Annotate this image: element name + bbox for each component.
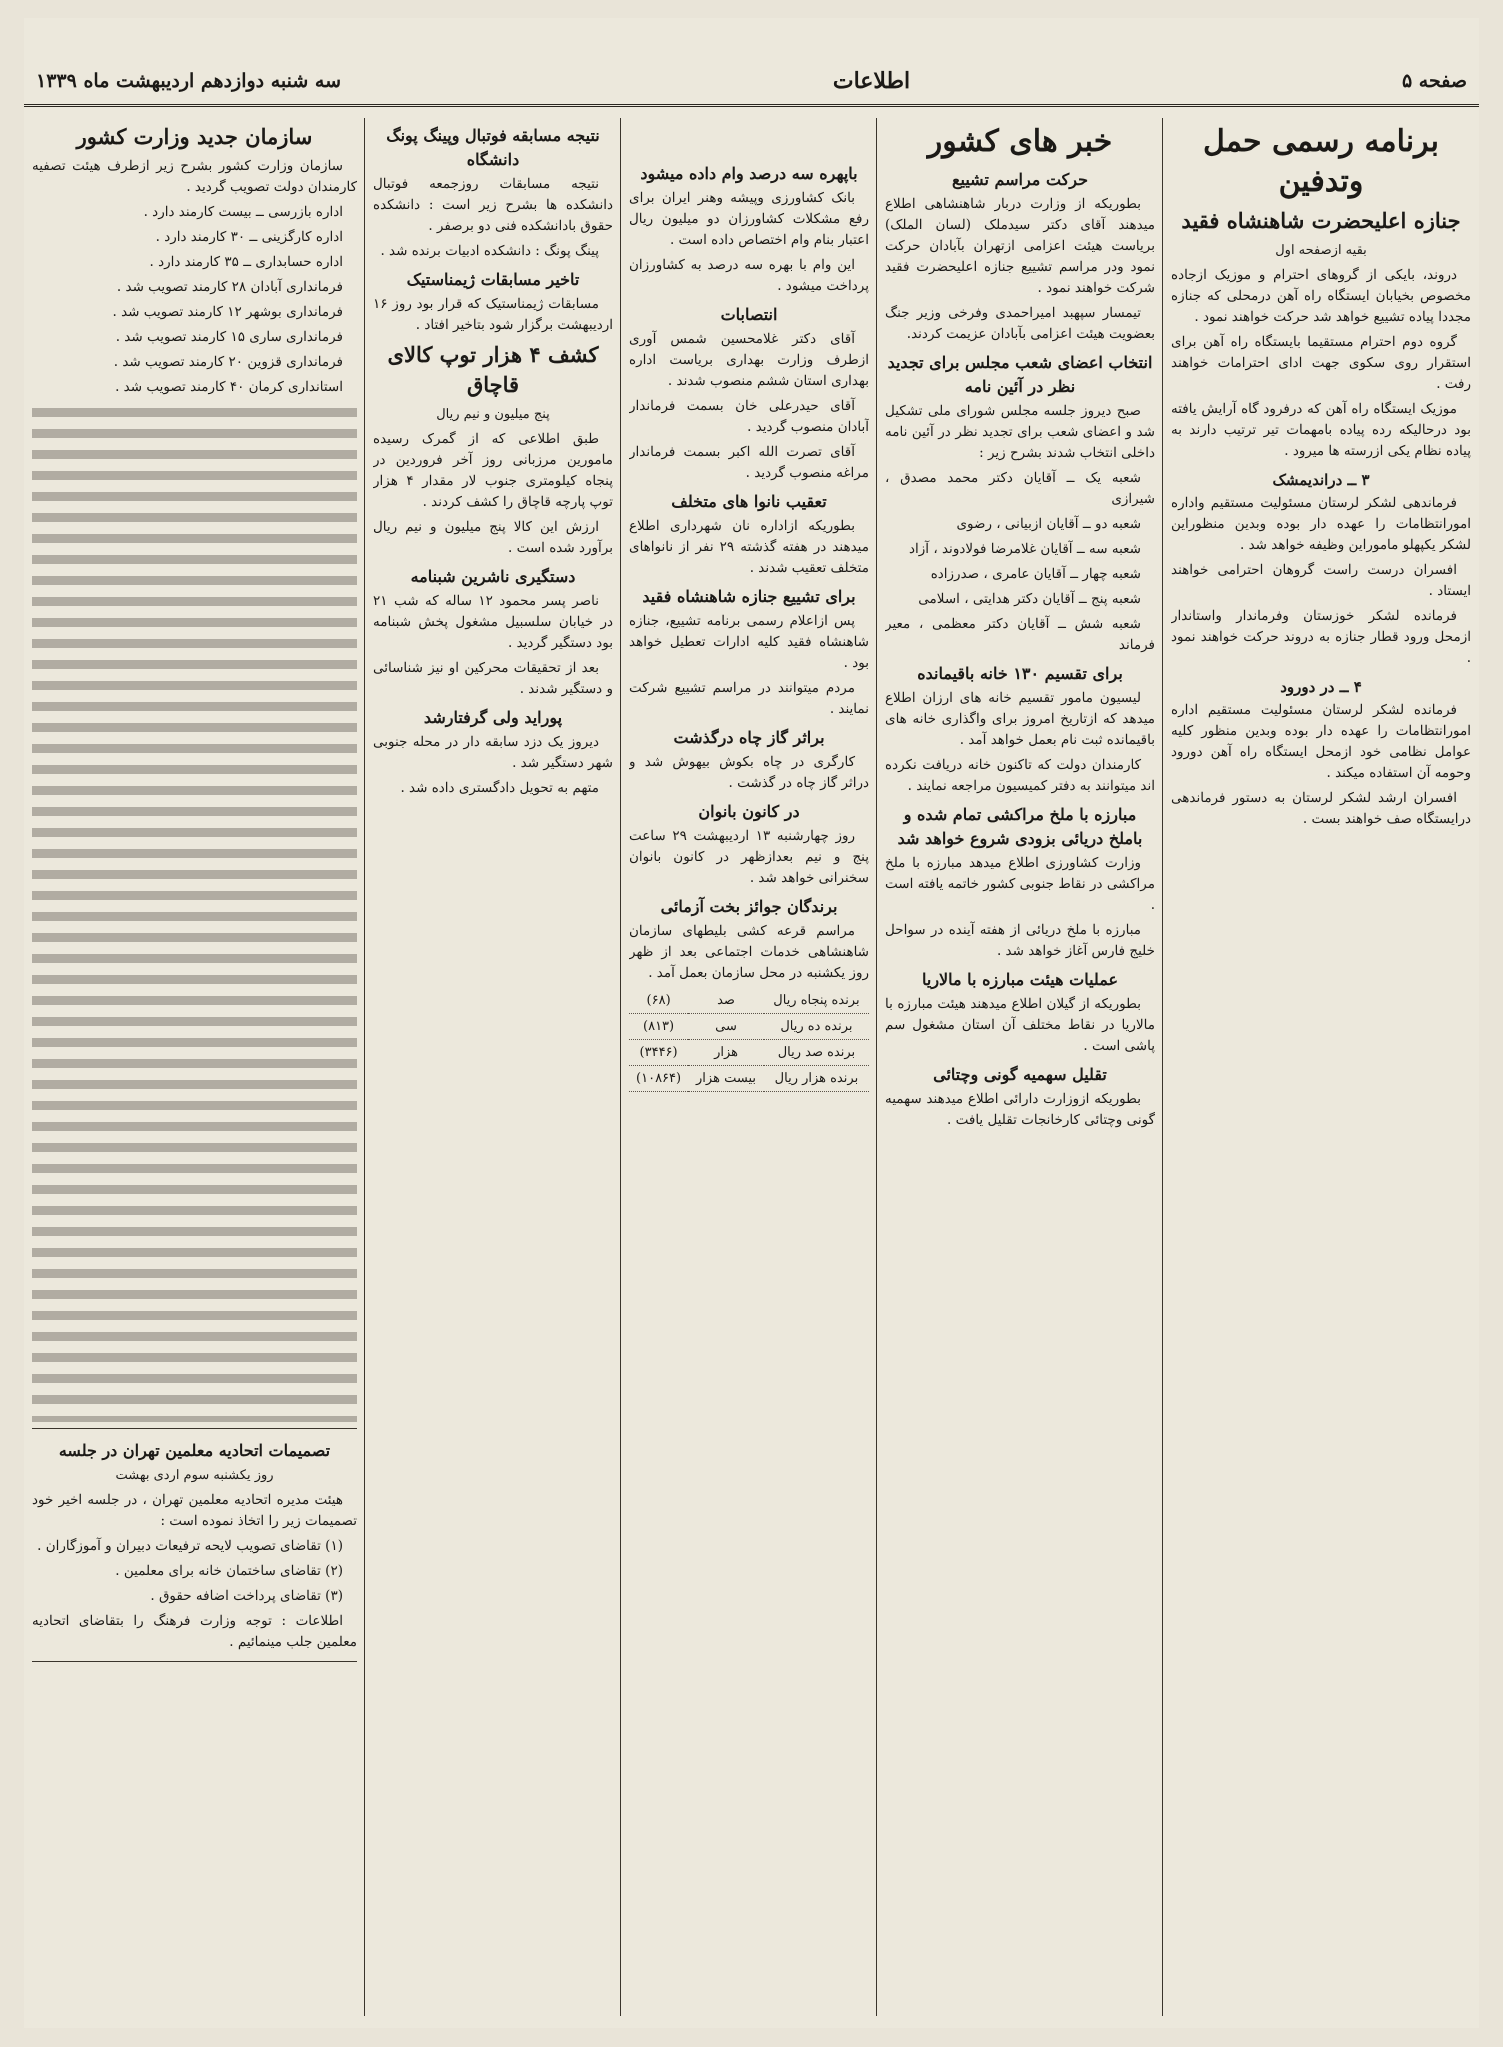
box-title: تصمیمات اتحادیه معلمین تهران در جلسه (58, 1441, 331, 1460)
headline-country-news: خبر های کشور (927, 124, 1113, 159)
table-cell: برنده هزار ریال (764, 1066, 869, 1092)
paragraph: فرمانده لشکر لرستان مسئولیت مستقیم اداره امورانتظامات را عهده دار بوده وبدین منظور کلیه عوامل نظامی خود ازمحل ایستگاه راه آهن دورود وحومه آن استفاده میکند . (1171, 702, 1471, 781)
table-cell: (۸۱۳) (629, 1014, 688, 1040)
column-country-news (885, 118, 1155, 2016)
paragraph: دیروز یک دزد سابقه دار در محله جنوبی شهر دستگیر شد . (373, 734, 613, 771)
paragraph: ارزش این کالا پنج میلیون و نیم ریال برآورد شده است . (373, 519, 613, 556)
article-title: دستگیری ناشرین شبنامه (410, 567, 576, 586)
article-title: برای تشییع جنازه شاهنشاه فقید (642, 587, 856, 606)
paragraph: لیسیون مامور تقسیم خانه های ارزان اطلاع میدهد که ازتاریخ امروز برای واگذاری خانه های باقیمانده ثبت نام بعمل خواهد آمد . (885, 690, 1155, 748)
article-title: نتیجه مسابقه فوتبال وپینگ پونگ دانشگاه (386, 126, 600, 169)
paragraph: طبق اطلاعی که از گمرک رسیده مامورین مرزبانی روز آخر فروردین در پنجاه کیلومتری جنوب لار مقدار ۴ هزار توپ پارچه قاچاق را کشف کردند . (373, 431, 613, 510)
table-row (629, 988, 869, 1014)
paragraph: اداره بازرسی ــ بیست کارمند دارد . (143, 204, 343, 220)
headline-funeral-program: برنامه رسمی حمل وتدفین (1202, 124, 1439, 199)
paragraph: ناصر پسر محمود ۱۲ ساله که شب ۲۱ در خیابان سلسبیل مشغول پخش شبنامه بود دستگیر گردید . (373, 593, 613, 651)
paragraph: هیئت مدیره اتحادیه معلمین تهران ، در جلسه اخیر خود تصمیمات زیر را اتخاذ نموده است : (32, 1492, 357, 1529)
paragraph: فرمانداری آبادان ۲۸ کارمند تصویب شد . (116, 279, 343, 295)
column-sports-news (373, 118, 613, 2016)
table-row (629, 1066, 869, 1092)
paragraph: بطوریکه از گیلان اطلاع میدهند هیئت مبارزه با مالاریا در نقاط مختلف آن استان مشغول سم پاشی است . (885, 996, 1155, 1054)
issue-date: سه شنبه دوازدهم اردیبهشت ماه ۱۳۳۹ (36, 70, 342, 92)
paragraph: فرمانده لشکر خوزستان وفرماندار واستاندار ازمحل ورود قطار جنازه به دروند حرکت خواهند نمود . (1171, 608, 1471, 666)
table-cell: برنده صد ریال (764, 1040, 869, 1066)
paragraph: مبارزه با ملخ دریائی از هفته آینده در سواحل خلیج فارس آغاز خواهد شد . (885, 922, 1155, 959)
paragraph: (۲) تقاضای ساختمان خانه برای معلمین . (115, 1563, 343, 1579)
newspaper-page (24, 18, 1479, 2028)
column-rule (876, 118, 877, 2016)
table-cell: برنده پنجاه ریال (764, 988, 869, 1014)
paragraph: روز چهارشنبه ۱۳ اردیبهشت ۲۹ ساعت پنج و نیم بعدازظهر در کانون بانوان سخنرانی خواهد شد . (629, 828, 869, 886)
paragraph: بطوریکه از وزارت دربار شاهنشاهی اطلاع میدهند آقای دکتر سیدملک (لسان الملک) بریاست هیئت اعزامی ازتهران بآبادان حرکت نمود ودر مراسم تشییع جنازه اعلیحضرت فقید شرکت خواهند نمود . (885, 196, 1155, 296)
lottery-table (629, 988, 869, 1092)
paragraph: شعبه سه ــ آقایان غلامرضا فولادوند ، آزاد (909, 541, 1141, 557)
paragraph: شعبه یک ــ آقایان دکتر محمد مصدق ، شیرازی (885, 470, 1155, 507)
section-heading: ۳ ــ دراندیمشک (1272, 471, 1370, 489)
paragraph: سازمان وزارت کشور بشرح زیر ازطرف هیئت تصفیه کارمندان دولت تصویب گردید . (32, 158, 357, 195)
paper-name: اطلاعات (832, 68, 911, 94)
table-cell: سی (688, 1014, 764, 1040)
paragraph: وزارت کشاورزی اطلاع میدهد مبارزه با ملخ مراکشی در نقاط جنوبی کشور خاتمه یافته است . (885, 855, 1155, 913)
article-title: انتصابات (720, 305, 778, 324)
paragraph: آقای تصرت الله اکبر بسمت فرماندار مراغه منصوب گردید . (629, 444, 869, 481)
table-cell: برنده ده ریال (764, 1014, 869, 1040)
paragraph: شعبه دو ــ آقایان ازبیانی ، رضوی (956, 516, 1141, 532)
paragraph: فرمانداری ساری ۱۵ کارمند تصویب شد . (115, 329, 343, 345)
paragraph: بعد از تحقیقات محرکین او نیز شناسائی و دستگیر شدند . (373, 660, 613, 697)
paragraph: نتیجه مسابقات روزجمعه فوتبال دانشکده ها بشرح زیر است : دانشکده حقوق بادانشکده فنی دو برصفر . (373, 176, 613, 234)
paragraph: شعبه چهار ــ آقایان عامری ، صدرزاده (930, 566, 1141, 582)
paragraph: شعبه پنج ــ آقایان دکتر هدایتی ، اسلامی (918, 591, 1141, 607)
article-title: تاخیر مسابقات ژیمناستیک (406, 270, 580, 289)
paragraph: پس ازاعلام رسمی برنامه تشییع، جنازه شاهنشاه فقید کلیه ادارات تعطیل خواهد بود . (629, 613, 869, 671)
paragraph: بطوریکه ازاداره نان شهرداری اطلاع میدهند در هفته گذشته ۲۹ نفر از نانواهای متخلف تعقیب شدند . (629, 518, 869, 576)
masthead (24, 58, 1479, 107)
page-number: صفحه ۵ (1401, 70, 1467, 92)
table-cell: (۳۴۴۶) (629, 1040, 688, 1066)
table-cell: بیست هزار (688, 1066, 764, 1092)
paragraph: فرماندهی لشکر لرستان مسئولیت مستقیم واداره امورانتظامات را عهده دار بوده وبدین منظوراین لشکر یکپهلو ماموراین وظیفه خواهد شد . (1171, 495, 1471, 553)
paragraph: آقای حیدرعلی خان بسمت فرماندار آبادان منصوب گردید . (629, 398, 869, 435)
paragraph: افسران درست راست گروهان احترامی خواهند ایستاد . (1171, 562, 1471, 599)
paragraph: اطلاعات : توجه وزارت فرهنگ را بتقاضای اتحادیه معلمین جلب مینمائیم . (32, 1613, 357, 1650)
paragraph: اداره حسابداری ــ ۳۵ کارمند دارد . (149, 254, 343, 270)
paragraph: تیمسار سپهبد امیراحمدی وفرخی وزیر جنگ بعضویت هیئت اعزامی بآبادان عزیمت کردند. (885, 305, 1155, 342)
paragraph: دروند، بایکی از گروهای احترام و موزیک ازجاده مخصوص بخیابان ایستگاه راه آهن درمحلی که جنازه مجددا پیاده تشییع خواهد شد حرکت خواهند نمود . (1171, 267, 1471, 325)
table-cell: (۶۸) (629, 988, 688, 1014)
column-interior-ministry (32, 118, 357, 2016)
paragraph: شعبه شش ــ آقایان دکتر معظمی ، معیر فرماند (885, 616, 1155, 653)
paragraph: مسابقات ژیمناستیک که قرار بود روز ۱۶ اردیبهشت برگزار شود بتاخیر افتاد . (373, 296, 613, 333)
article-title: انتخاب اعضای شعب مجلس برای تجدید نظر در آئین نامه (887, 353, 1153, 396)
article-title: برندگان جوائز بخت آزمائی (660, 897, 838, 916)
article-title: تقلیل سهمیه گونی وچتائی (933, 1065, 1107, 1084)
article-title: حرکت مراسم تشییع (952, 170, 1088, 189)
paragraph: کارگری در چاه بکوش بیهوش شد و دراثر گاز چاه در گذشت . (629, 754, 869, 791)
paragraph: افسران ارشد لشکر لرستان به دستور فرماندهی درایستگاه صف خواهند بست . (1171, 790, 1471, 827)
paragraph: (۳) تقاضای پرداخت اضافه حقوق . (150, 1588, 343, 1604)
table-row (629, 1040, 869, 1066)
article-title: در کانون بانوان (698, 802, 800, 821)
table-cell: هزار (688, 1040, 764, 1066)
table-cell: (۱۰۸۶۴) (629, 1066, 688, 1092)
paragraph: گروه دوم احترام مستقیما بایستگاه راه آهن برای استقرار روی سکوی جهت ادای احترامات خواهند رفت . (1171, 334, 1471, 392)
paragraph: متهم به تحویل دادگستری داده شد . (400, 780, 599, 796)
article-kicker: پنج میلیون و نیم ریال (436, 407, 550, 422)
kicker-continued: بقیه ازصفحه اول (1275, 243, 1367, 258)
article-title: پوراید ولی گرفتارشد (423, 708, 563, 727)
paragraph: بطوریکه ازوزارت دارائی اطلاع میدهند سهمیه گونی وچتائی کارخانجات تقلیل یافت . (885, 1091, 1155, 1128)
paragraph: مراسم قرعه کشی بلیطهای سازمان شاهنشاهی خدمات اجتماعی بعد از ظهر روز یکشنبه در محل سازمان بعمل آمد . (629, 923, 869, 981)
paragraph: این وام با بهره سه درصد به کشاورزان پرداخت میشود . (629, 257, 869, 294)
table-row (629, 1014, 869, 1040)
box-kicker: روز یکشنبه سوم اردی بهشت (115, 1468, 274, 1483)
paragraph: استانداری کرمان ۴۰ کارمند تصویب شد . (115, 379, 343, 395)
article-title: مبارزه با ملخ مراکشی تمام شده و باملخ دریائی بزودی شروع خواهد شد (897, 805, 1143, 848)
paragraph: کارمندان دولت که تاکنون خانه دریافت نکرده اند میتوانند به دفتر کمیسیون مراجعه نمایند . (885, 757, 1155, 794)
paragraph: پینگ پونگ : دانشکده ادبیات برنده شد . (380, 243, 599, 259)
article-title: تعقیب نانوا های متخلف (671, 492, 827, 511)
article-title: باپهره سه درصد وام داده میشود (640, 164, 858, 183)
column-news-2 (629, 118, 869, 2016)
text-column-body (32, 402, 357, 1422)
paragraph: (۱) تقاضای تصویب لایحه ترفیعات دبیران و آموزگاران . (37, 1538, 343, 1554)
table-cell: صد (688, 988, 764, 1014)
paragraph: صبح دیروز جلسه مجلس شورای ملی تشکیل شد و اعضای شعب برای تجدید نظر در آئین نامه داخلی انتخاب شدند بشرح زیر : (885, 403, 1155, 461)
paragraph: موزیک ایستگاه راه آهن که درفرود گاه آرایش یافته بود درحالیکه رده پیاده بامهمات تیر ترتیب دارند به پیاده نظام یکی ازرسته ها میرود . (1171, 401, 1471, 459)
column-rule (1162, 118, 1163, 2016)
article-title: براثر گاز چاه درگذشت (673, 728, 825, 747)
subhead-funeral: جنازه اعلیحضرت شاهنشاه فقید (1181, 208, 1461, 233)
teachers-union-box (32, 1428, 357, 1662)
article-title: برای تقسیم ۱۳۰ خانه باقیمانده (917, 664, 1123, 683)
paragraph: اداره کارگزینی ــ ۳۰ کارمند دارد . (155, 229, 343, 245)
section-heading: ۴ ــ در دورود (1280, 678, 1362, 696)
paragraph: مردم میتوانند در مراسم تشییع شرکت نمایند . (629, 680, 869, 717)
article-title: عملیات هیئت مبارزه با مالاریا (921, 970, 1118, 989)
headline-interior-ministry: سازمان جدید وزارت کشور (76, 124, 313, 149)
paragraph: آقای دکتر غلامحسین شمس آوری ازطرف وزارت بهداری بریاست اداره بهداری استان ششم منصوب شدند . (629, 331, 869, 389)
column-rule (620, 118, 621, 2016)
paragraph: بانک کشاورزی وپیشه وهنر ایران برای رفع مشکلات کشاورزان دو میلیون ریال اعتبار بنام وام اختصاص داده است . (629, 190, 869, 248)
paragraph: فرمانداری قزوین ۲۰ کارمند تصویب شد . (113, 354, 343, 370)
column-rule (364, 118, 365, 2016)
paragraph: فرمانداری بوشهر ۱۲ کارمند تصویب شد . (112, 304, 343, 320)
column-funeral-program (1171, 118, 1471, 2016)
article-title: کشف ۴ هزار توپ کالای قاچاق (387, 342, 599, 397)
